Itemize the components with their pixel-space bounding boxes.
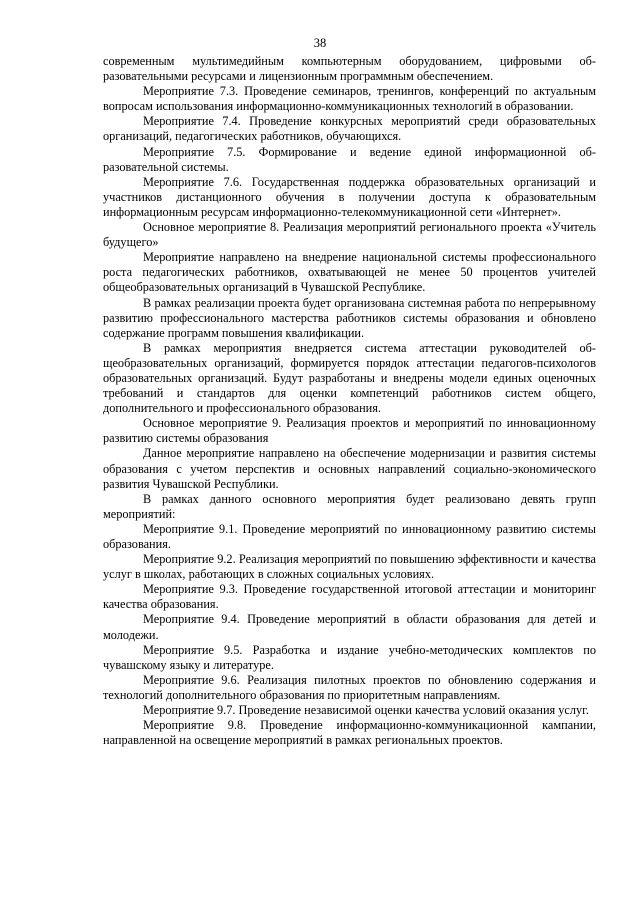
paragraph: Мероприятие 9.8. Проведение информационно-коммуникационной кампании, направленной на освещение мероприятий в рамках региональных проектов.: [103, 718, 596, 748]
paragraph: В рамках реализации проекта будет организована системная работа по непрерывному развитию профессионального мастерства работников системы образования и обновлено содержание программ повышения квалификации.: [103, 295, 596, 340]
paragraph: Мероприятие 9.5. Разработка и издание учебно-методических комплектов по чувашскому языку и литературе.: [103, 642, 596, 672]
paragraph: Данное мероприятие направлено на обеспечение модернизации и развития системы образования с учетом перспектив и основных направлений социально-экономического развития Чувашской Республики.: [103, 446, 596, 491]
paragraph: Мероприятие 9.2. Реализация мероприятий по повышению эффективности и качества услуг в школах, работающих в сложных социальных условиях.: [103, 552, 596, 582]
paragraph: Мероприятие 9.1. Проведение мероприятий по инновационному развитию системы образования.: [103, 521, 596, 551]
page-number: 38: [313, 36, 327, 50]
paragraph: Мероприятие направлено на внедрение национальной системы профессионального роста педагогических работников, охватывающей не менее 50 процентов учителей общеобразовательных организаций в Чувашской Республике.: [103, 250, 596, 295]
section-heading: Основное мероприятие 9. Реализация проектов и мероприятий по инновационному развитию системы образования: [103, 416, 596, 446]
section-heading: Основное мероприятие 8. Реализация мероприятий регионального проекта «Учитель будущего»: [103, 220, 596, 250]
paragraph: современным мультимедийным компьютерным оборудованием, цифровыми образовательными ресурсами и лицензионным программным обеспечением.: [103, 54, 596, 84]
paragraph: Мероприятие 9.7. Проведение независимой оценки качества условий оказания услуг.: [143, 703, 589, 718]
paragraph: Мероприятие 7.4. Проведение конкурсных мероприятий среди образовательных организаций, педагогических работников, обучающихся.: [103, 114, 596, 144]
paragraph: В рамках мероприятия внедряется система аттестации руководителей общеобразовательных организаций, формируется порядок аттестации педагогов-психологов образовательных организаций. Будут разработаны и внедрены модели единых оценочных требований и стандартов для оценки компетенций работников систем общего, дополнительного и профессионального образования.: [103, 340, 596, 416]
paragraph: Мероприятие 9.4. Проведение мероприятий в области образования для детей и молодежи.: [103, 612, 596, 642]
paragraph: Мероприятие 7.5. Формирование и ведение единой информационной образовательной системы.: [103, 144, 596, 174]
paragraph: Мероприятие 9.6. Реализация пилотных проектов по обновлению содержания и технологий дополнительного образования по приоритетным направлениям.: [103, 672, 596, 702]
document-body: [103, 54, 596, 748]
paragraph: Мероприятие 7.3. Проведение семинаров, тренингов, конференций по актуальным вопросам использования информационно-коммуникационных технологий в образовании.: [103, 84, 596, 114]
paragraph: Мероприятие 7.6. Государственная поддержка образовательных организаций и участников дистанционного обучения в получении доступа к образовательным информационным ресурсам информационно-телекоммуникационной сети «Интернет».: [103, 174, 596, 219]
paragraph: Мероприятие 9.3. Проведение государственной итоговой аттестации и мониторинг качества образования.: [103, 582, 596, 612]
paragraph: В рамках данного основного мероприятия будет реализовано девять групп мероприятий:: [103, 491, 596, 521]
